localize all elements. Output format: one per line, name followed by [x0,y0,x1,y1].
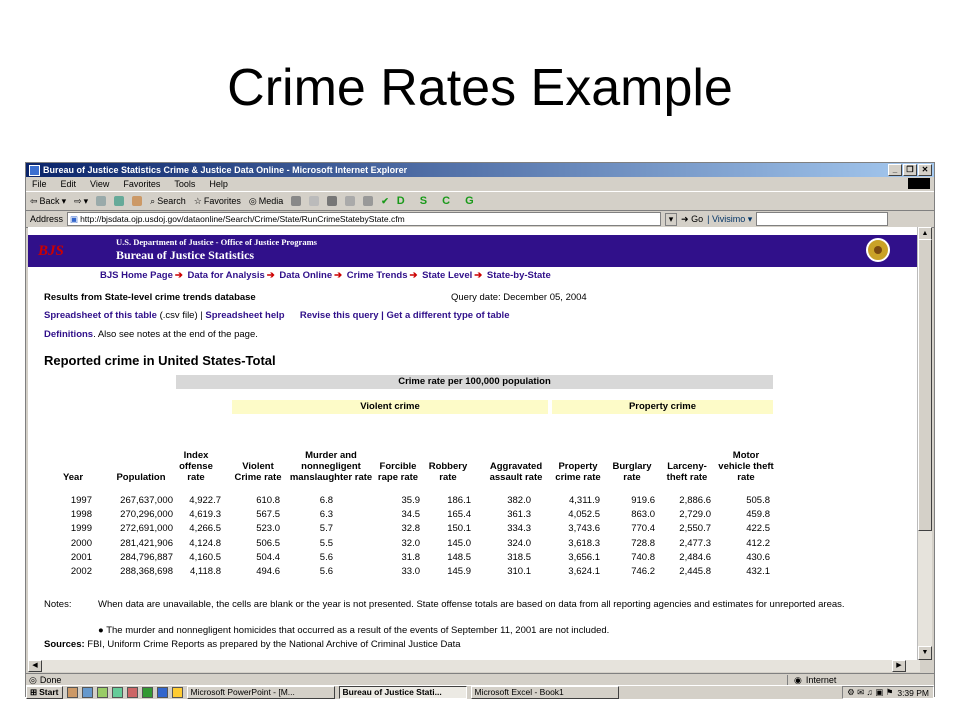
globe-icon: ◉ [794,674,802,685]
table-cell: 318.5 [507,551,531,563]
menu-file[interactable]: File [32,179,47,189]
system-tray [842,686,934,699]
table-cell: 32.8 [401,523,420,535]
scroll-down-icon[interactable]: ▼ [918,646,932,660]
crumb-home[interactable]: BJS Home Page [100,270,173,281]
checkmark-icon[interactable]: ✔ [381,195,389,206]
table-cell: 3,656.1 [568,551,600,563]
col-burglary: Burglary rate [612,461,652,483]
address-label: Address [30,214,64,224]
scroll-thumb[interactable] [918,239,932,531]
bjs-logo[interactable]: BJS [38,243,64,259]
table-cell: 2,484.6 [679,551,711,563]
note-1: When data are unavailable, the cells are blank or the year is not presented. State offense totals are based on data from all reporting agencies and estimates for unreported areas. [98,599,845,610]
crumb-state-by-state[interactable]: State-by-State [486,270,551,281]
definitions-line [44,329,258,340]
table-cell: 270,296,000 [120,509,173,521]
home-icon[interactable] [132,196,142,206]
col-murder: Murder and nonnegligent manslaughter rate [289,450,373,483]
table-cell: 288,368,698 [120,566,173,577]
definitions-link[interactable]: Definitions [44,329,94,340]
table-cell: 5.7 [319,523,333,535]
doj-line: U.S. Department of Justice - Office of Justice Programs [116,237,317,247]
favorites-label: Favorites [203,196,241,206]
revise-query-link[interactable]: Revise this query [299,310,379,321]
sources-line [44,639,461,650]
table-cell: 422.5 [746,523,770,535]
quicklaunch-ie-icon[interactable] [82,687,93,698]
table-cell: 459.8 [746,509,770,521]
forward-arrow-icon: ⇨ [74,195,82,206]
table-cell: 523.0 [256,523,280,535]
table-cell: 382.0 [507,495,531,506]
table-cell: 35.9 [401,495,420,506]
horizontal-scrollbar[interactable] [28,660,920,672]
table-cell: 4,922.7 [189,495,221,506]
table-cell: 3,618.3 [568,537,600,549]
discuss-icon[interactable] [363,196,373,206]
table-cell: 334.3 [507,523,531,535]
star-icon: ☆ [193,195,202,206]
table-cell: 746.2 [631,566,655,577]
quicklaunch-desktop-icon[interactable] [67,687,78,698]
status-text: Done [39,675,62,685]
table-cell: 4,619.3 [189,509,221,521]
quicklaunch-app-icon[interactable] [112,687,123,698]
zone-text: Internet [805,675,837,685]
address-url: http://bjsdata.ojp.usdoj.gov/dataonline/Search/Crime/State/RunCrimeStatebyState.cfm [80,214,405,224]
table-cell: 2,729.0 [679,509,711,521]
quicklaunch-ppt-icon[interactable] [127,687,138,698]
go-button[interactable]: ➜ Go [681,213,704,224]
minimize-button[interactable]: _ [888,164,902,176]
bjs-header [28,235,918,267]
report-title: Reported crime in United States-Total [44,353,276,368]
table-cell: 2001 [70,551,92,563]
table-cell: 32.0 [401,537,420,549]
refresh-icon[interactable] [114,196,124,206]
col-population: Population [116,472,166,483]
table-cell: 505.8 [746,495,770,506]
property-crime-band: Property crime [552,400,773,414]
crumb-arrow-icon: ➔ [474,270,483,281]
quicklaunch-outlook-icon[interactable] [97,687,108,698]
results-from: Results from State-level crime trends database [44,292,256,303]
table-cell: 3,624.1 [568,566,600,577]
quicklaunch-excel-icon[interactable] [142,687,153,698]
table-cell: 494.6 [256,566,280,577]
table-cell: 150.1 [447,523,471,535]
browser-window [25,162,935,697]
back-label: Back [39,196,60,206]
crumb-data-analysis[interactable]: Data for Analysis [187,270,265,281]
col-robbery: Robbery rate [428,461,468,483]
menu-edit[interactable]: Edit [60,179,77,189]
go-label: Go [691,213,704,224]
crumb-state-level[interactable]: State Level [422,270,473,281]
different-table-link[interactable]: Get a different type of table [386,310,510,321]
table-cell: 272,691,000 [120,523,173,535]
slide-title: Crime Rates Example [227,59,733,117]
edit-icon[interactable] [345,196,355,206]
table-cell: 310.1 [507,566,531,577]
menu-help[interactable]: Help [209,179,228,189]
table-cell: 2002 [70,566,92,577]
scroll-right-icon[interactable]: ▶ [892,660,906,672]
media-label: Media [258,196,284,206]
forward-button[interactable]: ⇨ ▾ [74,195,89,206]
scroll-up-icon[interactable]: ▲ [918,227,932,241]
table-cell: 2,445.8 [679,566,711,577]
start-button[interactable] [26,686,63,699]
sources-label: Sources: [44,639,85,650]
table-cell: 506.5 [256,537,280,549]
table-row [28,509,788,521]
table-row [28,566,788,578]
table-cell: 4,124.8 [189,537,221,549]
table-cell: 165.4 [447,509,471,521]
history-icon[interactable] [291,196,301,206]
crumb-arrow-icon: ➔ [174,270,183,281]
table-cell: 34.5 [401,509,420,521]
col-rape: Forcible rape rate [377,461,419,483]
table-cell: 2000 [70,537,92,549]
window-title: Bureau of Justice Statistics Crime & Justice Data Online - Microsoft Internet Explorer [43,165,408,175]
table-cell: 1997 [70,495,92,506]
vivisimo-input[interactable] [756,212,888,226]
page-icon: ▣ [70,213,79,224]
breadcrumb [100,270,551,281]
taskbar [26,685,934,699]
task-excel[interactable]: Microsoft Excel - Book1 [471,686,619,699]
address-dropdown-icon[interactable]: ▾ [665,213,677,226]
task-ie[interactable]: Bureau of Justice Stati... [339,686,467,699]
start-label: Start [39,687,59,697]
table-cell: 267,637,000 [120,495,173,506]
table-row [28,552,788,564]
table-cell: 919.6 [631,495,655,506]
address-bar [26,211,934,228]
doj-seal-icon [866,238,890,262]
results-line [44,292,256,303]
csv-note: (.csv file) | [159,310,203,321]
table-cell: 5.6 [319,566,333,577]
table-cell: 3,743.6 [568,523,600,535]
table-cell: 567.5 [256,509,280,521]
table-row [28,495,788,507]
window-titlebar[interactable] [26,163,934,177]
table-cell: 6.3 [319,509,333,521]
definitions-note: . Also see notes at the end of the page. [93,329,258,340]
back-arrow-icon: ⇦ [30,195,38,206]
vertical-scrollbar[interactable] [917,227,932,660]
table-cell: 145.9 [447,566,471,577]
close-button[interactable]: ✕ [918,164,932,176]
table-cell: 4,311.9 [569,495,600,506]
table-cell: 361.3 [507,509,531,521]
bjs-name: Bureau of Justice Statistics [116,248,255,262]
vivisimo-label: Vivisimo [711,213,746,224]
table-cell: 1998 [70,509,92,521]
address-input[interactable] [67,212,661,226]
quicklaunch-misc-icon[interactable] [172,687,183,698]
table-cell: 145.0 [447,537,471,549]
table-cell: 148.5 [447,551,471,563]
table-cell: 740.8 [631,551,655,563]
spreadsheet-help-link[interactable]: Spreadsheet help [205,310,285,321]
search-label: Search [157,196,186,206]
vivisimo-button[interactable]: | Vivisimo ▾ [707,213,753,224]
table-cell: 412.2 [746,537,770,549]
crumb-arrow-icon: ➔ [409,270,418,281]
menu-view[interactable]: View [90,179,110,189]
windows-logo-icon [908,178,930,189]
media-button[interactable] [249,196,283,207]
crumb-crime-trends[interactable]: Crime Trends [346,270,408,281]
notes-label: Notes: [44,599,72,610]
table-cell: 2,477.3 [679,537,711,549]
menu-tools[interactable]: Tools [174,179,196,189]
restore-button[interactable]: ❐ [903,164,917,176]
table-cell: 324.0 [507,537,531,549]
table-cell: 186.1 [447,495,471,506]
table-cell: 4,052.5 [568,509,600,521]
col-property: Property crime rate [555,461,601,483]
toolbar [26,191,934,211]
menu-favorites[interactable]: Favorites [123,179,161,189]
search-icon: ⌕ [150,195,156,206]
dscg-toolbar[interactable]: D S C G [396,195,480,207]
page-viewport [28,227,918,660]
crime-rate-band: Crime rate per 100,000 population [176,375,773,389]
sources-text: FBI, Uniform Crime Reports as prepared by the National Archive of Criminal Justice Data [87,639,461,650]
table-cell: 4,266.5 [189,523,221,535]
table-row [28,538,788,550]
scroll-left-icon[interactable]: ◀ [28,660,42,672]
table-cell: 5.5 [319,537,333,549]
query-date: Query date: December 05, 2004 [451,292,587,303]
mail-icon[interactable] [309,196,319,206]
table-cell: 770.4 [631,523,655,535]
spreadsheet-link[interactable]: Spreadsheet of this table [44,310,157,321]
table-cell: 4,160.5 [189,551,221,563]
crumb-arrow-icon: ➔ [266,270,275,281]
col-index-offense: Index offense rate [179,450,213,483]
crumb-data-online[interactable]: Data Online [279,270,333,281]
table-cell: 31.8 [401,551,420,563]
menu-bar [26,177,934,191]
bullet-icon: ● [98,625,104,636]
print-icon[interactable] [327,196,337,206]
quicklaunch-word-icon[interactable] [157,687,168,698]
note-2: The murder and nonnegligent homicides that occurred as a result of the events of September 11, 2001 are not included. [106,625,610,636]
table-cell: 430.6 [746,551,770,563]
col-larceny: Larceny-theft rate [666,461,708,483]
ie-icon [29,165,40,176]
favorites-button[interactable] [194,196,241,207]
table-cell: 284,796,887 [120,551,173,563]
table-cell: 1999 [70,523,92,535]
search-button[interactable] [150,196,186,207]
table-cell: 2,886.6 [679,495,711,506]
col-violent: Violent Crime rate [234,461,282,483]
windows-flag-icon: ⊞ [30,687,38,697]
col-assault: Aggravated assault rate [489,461,543,483]
note-2-row [98,625,609,636]
back-button[interactable]: ⇦ Back ▾ [30,195,67,206]
table-cell: 5.6 [319,551,333,563]
links-line: Spreadsheet of this table (.csv file) | Spreadsheet help Revise this query | Get a different type of table [44,310,510,321]
col-year: Year [62,472,84,483]
stop-icon[interactable] [96,196,106,206]
table-cell: 281,421,906 [120,537,173,549]
table-cell: 863.0 [631,509,655,521]
media-icon: ◎ [248,195,257,206]
crumb-arrow-icon: ➔ [334,270,343,281]
table-cell: 2,550.7 [679,523,711,535]
table-cell: 33.0 [401,566,420,577]
clock: 3:39 PM [897,687,929,698]
table-cell: 610.8 [256,495,280,506]
ie-status-icon: ◎ [29,674,37,685]
table-cell: 4,118.8 [190,566,221,577]
col-motor: Motor vehicle theft rate [718,450,774,483]
tray-icons[interactable]: ⚙ ✉ ♫ ▣ ⚑ [847,687,894,697]
violent-crime-band: Violent crime [232,400,548,414]
table-row [28,523,788,535]
table-cell: 432.1 [746,566,770,577]
table-cell: 504.4 [256,551,280,563]
table-cell: 6.8 [319,495,333,506]
task-powerpoint[interactable]: Microsoft PowerPoint - [M... [187,686,335,699]
table-cell: 728.8 [631,537,655,549]
